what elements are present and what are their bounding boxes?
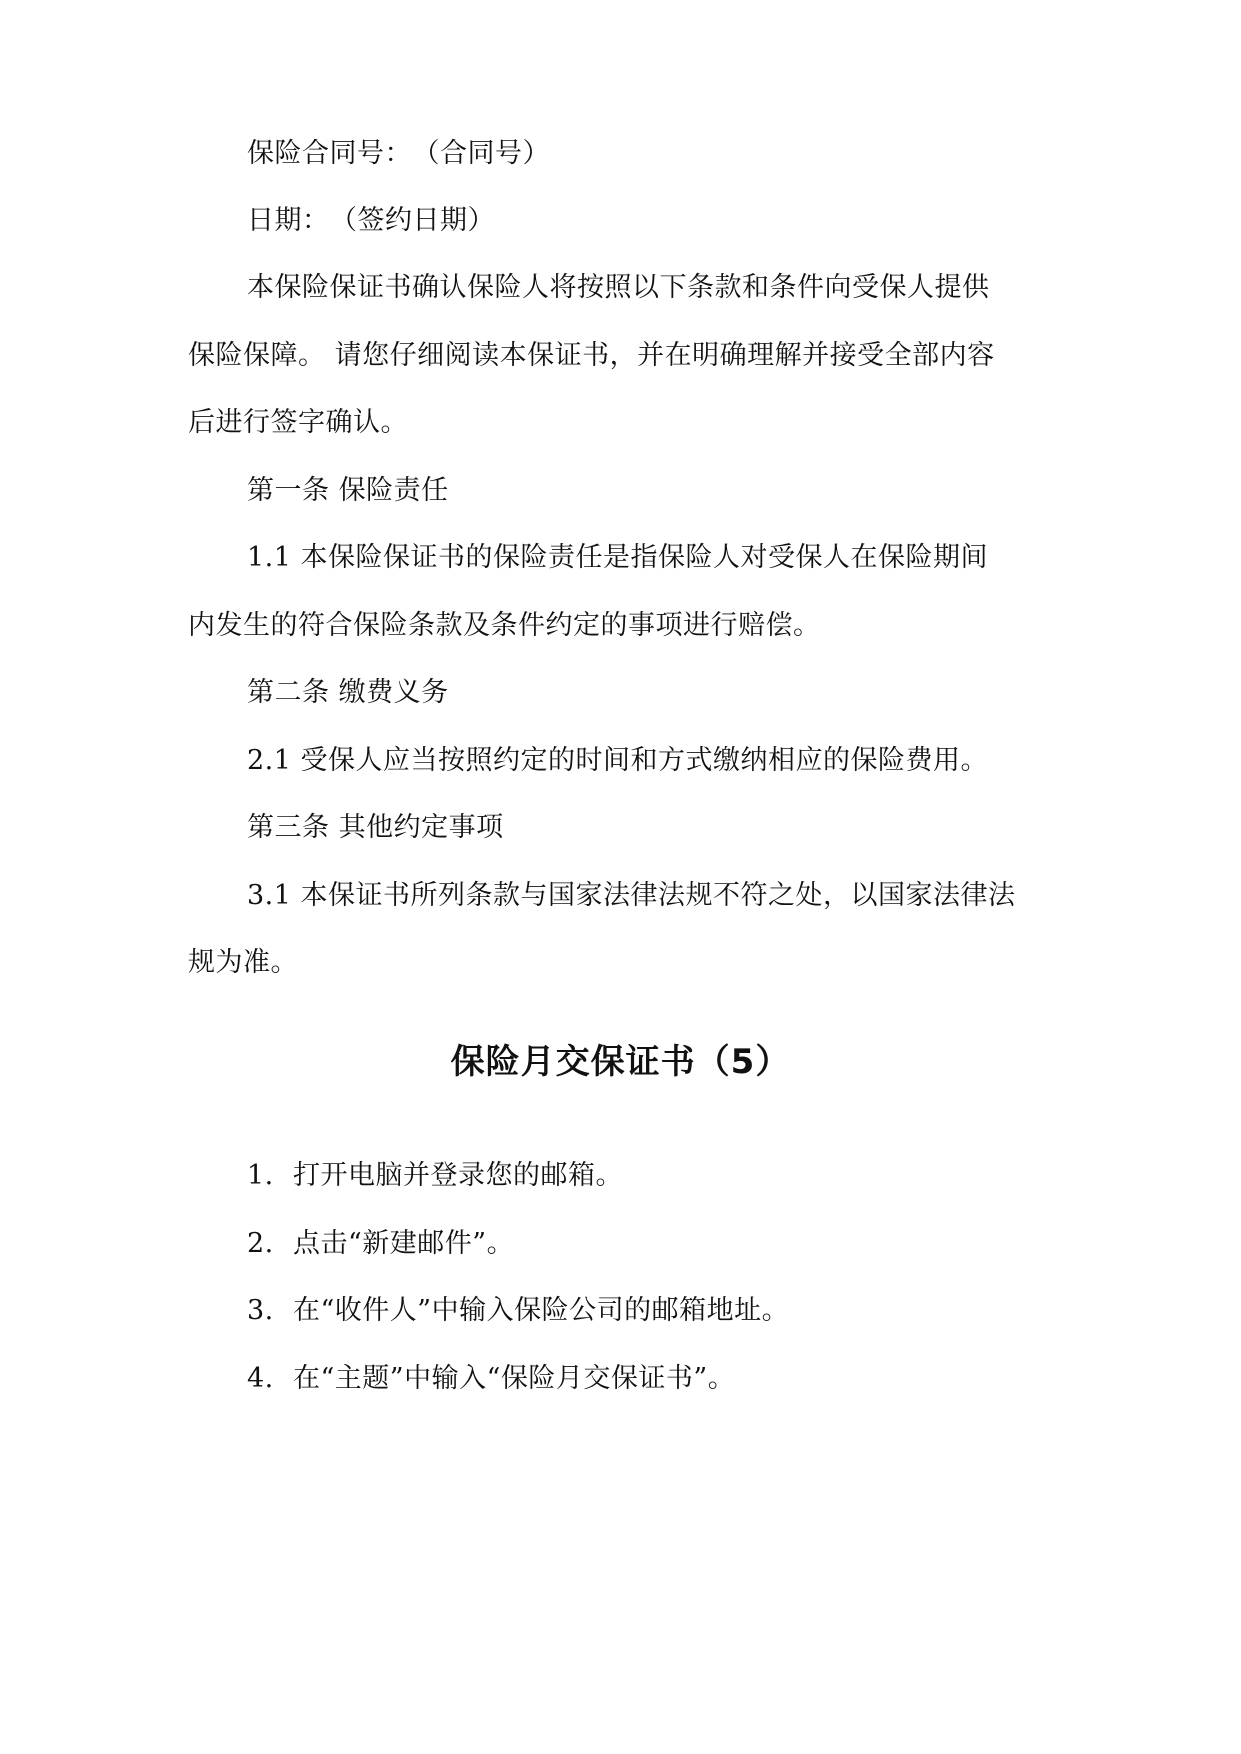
intro-paragraph-line-3: 后进行签字确认。: [188, 407, 408, 438]
section-title: 保险月交保证书（5）: [450, 1042, 791, 1082]
article-2-clause-line-1: 2.1 受保人应当按照约定的时间和方式缴纳相应的保险费用。: [247, 745, 989, 776]
contract-number-line: 保险合同号： （合同号）: [247, 138, 550, 169]
article-3-clause-line-2: 规为准。: [188, 947, 298, 978]
step-number: 1.: [247, 1160, 274, 1191]
article-1-heading: 第一条 保险责任: [247, 475, 449, 506]
date-line: 日期： （签约日期）: [247, 205, 495, 236]
step-text: 在“主题”中输入“保险月交保证书”。: [293, 1363, 736, 1394]
step-text: 在“收件人”中输入保险公司的邮箱地址。: [293, 1295, 790, 1326]
step-item: [247, 1227, 1067, 1261]
step-item: [247, 1362, 1067, 1396]
step-number: 2.: [247, 1228, 274, 1259]
step-text: 打开电脑并登录您的邮箱。: [293, 1160, 623, 1191]
article-1-clause-line-1: 1.1 本保险保证书的保险责任是指保险人对受保人在保险期间: [247, 542, 989, 573]
article-1-clause-line-2: 内发生的符合保险条款及条件约定的事项进行赔偿。: [188, 610, 821, 641]
step-item: [247, 1294, 1067, 1328]
step-number: 4.: [247, 1363, 274, 1394]
intro-paragraph-line-1: 本保险保证书确认保险人将按照以下条款和条件向受保人提供: [247, 272, 990, 303]
article-2-heading: 第二条 缴费义务: [247, 677, 449, 708]
intro-paragraph-line-2: 保险保障。 请您仔细阅读本保证书，并在明确理解并接受全部内容: [188, 340, 995, 371]
article-3-heading: 第三条 其他约定事项: [247, 812, 504, 843]
step-text: 点击“新建邮件”。: [293, 1228, 515, 1259]
step-item: [247, 1159, 1067, 1193]
step-number: 3.: [247, 1295, 274, 1326]
article-3-clause-line-1: 3.1 本保证书所列条款与国家法律法规不符之处，以国家法律法: [247, 880, 1016, 911]
